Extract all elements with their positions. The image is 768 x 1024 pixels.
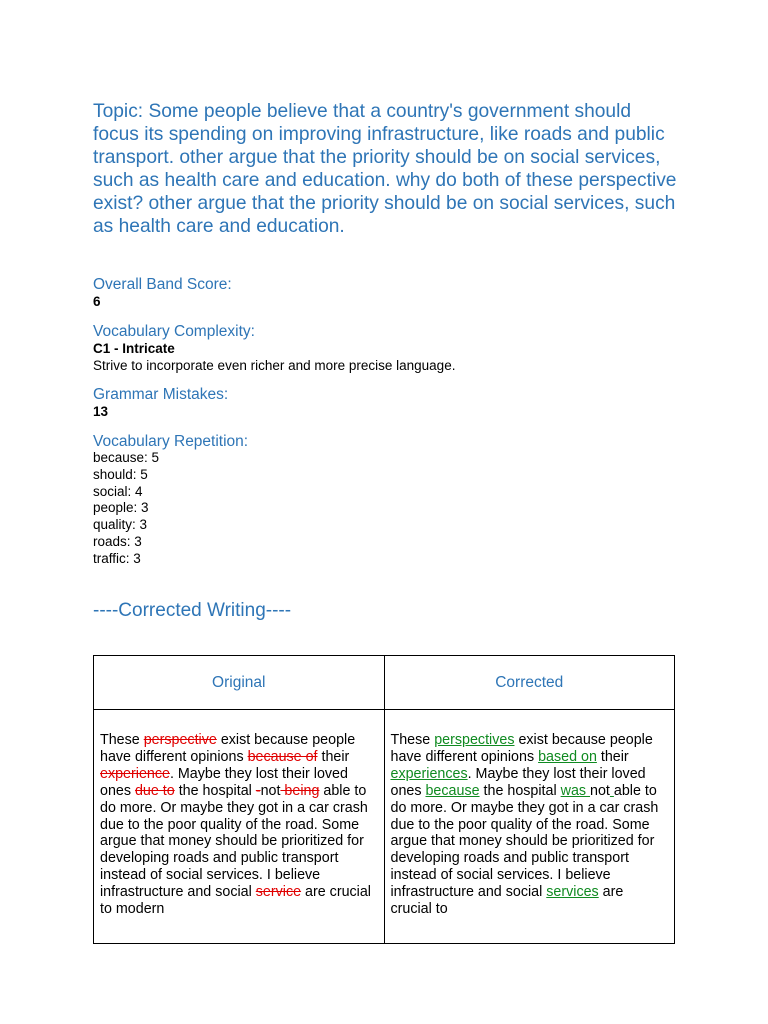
- comparison-table: [93, 655, 675, 944]
- vocab-complexity-value: C1 - Intricate: [93, 341, 175, 356]
- inserted-text: was: [560, 782, 591, 799]
- inserted-text: because: [425, 782, 480, 799]
- repetition-item: quality: 3: [93, 517, 148, 533]
- original-column-header: Original: [94, 656, 385, 710]
- deleted-text: experience: [100, 765, 170, 782]
- repetition-item: roads: 3: [93, 533, 142, 549]
- overall-band-label: Overall Band Score:: [93, 276, 232, 293]
- plain-text: . Maybe they lost their loved ones: [100, 765, 348, 799]
- corrected-column-header: Corrected: [384, 656, 675, 710]
- table-row: [94, 710, 675, 944]
- report: [93, 100, 678, 622]
- vocab-complexity-note: Strive to incorporate even richer and more precise language.: [93, 358, 456, 373]
- plain-text: their: [317, 748, 350, 765]
- inserted-text: perspectives: [434, 732, 515, 748]
- plain-text: are crucial to modern: [100, 884, 371, 918]
- plain-text: the hospital: [479, 782, 561, 799]
- corrected-text-cell: [384, 710, 675, 944]
- deleted-text: being: [280, 782, 320, 799]
- deleted-text: service: [255, 884, 302, 901]
- grammar-mistakes-value: 13: [93, 404, 109, 419]
- vocab-repetition-label: Vocabulary Repetition:: [93, 433, 249, 450]
- plain-text: their: [596, 748, 629, 765]
- table-header-row: [94, 656, 675, 710]
- vocab-complexity-label: Vocabulary Complexity:: [93, 323, 255, 340]
- repetition-item: traffic: 3: [93, 550, 141, 566]
- repetition-item: people: 3: [93, 500, 149, 516]
- plain-text: These: [390, 732, 435, 748]
- plain-text: exist because people have different opinions: [100, 732, 356, 765]
- inserted-text: services: [546, 884, 599, 901]
- vocab-repetition-list: [93, 450, 678, 568]
- inserted-text: based on: [538, 748, 597, 765]
- deleted-text: because of: [247, 748, 318, 765]
- plain-text: able to do more. Or maybe they got in a car crash due to the poor quality of the road. Some argue that money should be prioritized for developing roads and public transport instead of social services. I believe infrastructure and social: [390, 782, 659, 901]
- repetition-item: should: 5: [93, 466, 148, 482]
- plain-text: not: [260, 782, 281, 799]
- original-text-cell: [94, 710, 385, 944]
- plain-text: These: [100, 732, 144, 748]
- deleted-text: perspective: [143, 732, 217, 748]
- corrected-writing-heading: ----Corrected Writing----: [93, 599, 292, 621]
- plain-text: not: [590, 782, 610, 799]
- plain-text: exist because people have different opinions: [390, 732, 653, 765]
- deleted-text: -: [255, 782, 261, 799]
- repetition-item: because: 5: [93, 450, 160, 465]
- plain-text: the hospital: [174, 782, 256, 799]
- plain-text: . Maybe they lost their loved ones: [390, 765, 646, 799]
- repetition-item: social: 4: [93, 483, 143, 499]
- inserted-text: experiences: [390, 765, 468, 782]
- grammar-mistakes-label: Grammar Mistakes:: [93, 386, 229, 403]
- topic-heading: Topic: Some people believe that a country's government should focus its spending on improving infrastructure, like roads and public transport. other argue that the priority should be on social services, such as health care and education. why do both of these perspective exist? other argue that the priority should be on social services, such as health care and education.: [93, 101, 677, 237]
- plain-text: able to do more. Or maybe they got in a car crash due to the poor quality of the road. Some argue that money should be prioritized for developing roads and public transport instead of social services. I believe infrastructure and social: [100, 782, 368, 901]
- deleted-text: due to: [134, 782, 175, 799]
- plain-text: are crucial to: [390, 884, 624, 918]
- overall-band-value: 6: [93, 294, 101, 309]
